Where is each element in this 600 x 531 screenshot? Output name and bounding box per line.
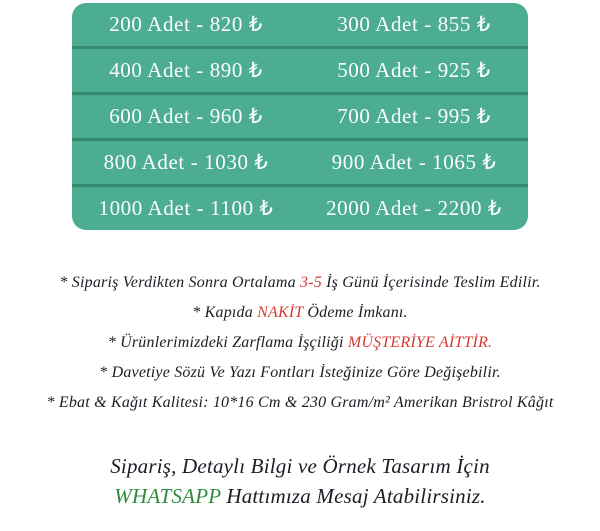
note-highlight: MÜŞTERİYE AİTTİR. [347,334,493,351]
note-text: * Sipariş Verdikten Sonra Ortalama [59,274,301,291]
price-table-row [72,49,528,95]
price-cell: 700 Adet - 995 ₺ [337,104,491,128]
price-cell: 600 Adet - 960 ₺ [109,104,263,128]
price-table-row [72,187,528,230]
note-text: İş Günü İçerisinde Teslim Edilir. [321,274,541,291]
price-table-row [72,141,528,187]
price-table [72,3,528,230]
price-table-row [72,3,528,49]
note-text: * Ebat & Kağıt Kalitesi: 10*16 Cm & 230 Gram/m² Amerikan Bristrol Kâğıt [46,394,554,411]
note-delivery-time [0,268,600,298]
note-paper-quality [0,388,600,418]
note-fonts-changeable [0,358,600,388]
price-cell: 800 Adet - 1030 ₺ [103,150,269,174]
price-cell: 300 Adet - 855 ₺ [337,12,491,36]
note-text: * Davetiye Sözü Ve Yazı Fontları İsteğinize Göre Değişebilir. [99,364,501,381]
price-cell: 2000 Adet - 2200 ₺ [326,196,502,220]
note-text: * Ürünlerimizdeki Zarflama İşçiliği [107,334,348,351]
cta-line2 [0,481,600,511]
price-cell: 500 Adet - 925 ₺ [337,58,491,82]
price-table-row [72,95,528,141]
note-highlight: NAKİT [257,304,304,321]
notes-section [0,268,600,418]
cta-line2-rest: Hattımıza Mesaj Atabilirsiniz. [220,484,486,508]
cta-line1: Sipariş, Detaylı Bilgi ve Örnek Tasarım İçin [110,454,490,478]
note-text: Ödeme İmkanı. [303,304,408,321]
note-highlight: 3-5 [300,274,322,291]
note-cash-payment [0,298,600,328]
price-cell: 900 Adet - 1065 ₺ [331,150,497,174]
price-cell: 400 Adet - 890 ₺ [109,58,263,82]
note-envelope-labor [0,328,600,358]
price-cell: 200 Adet - 820 ₺ [109,12,263,36]
whatsapp-label: WHATSAPP [114,484,221,508]
price-cell: 1000 Adet - 1100 ₺ [98,196,274,220]
note-text: * Kapıda [192,304,258,321]
cta-section [0,451,600,511]
